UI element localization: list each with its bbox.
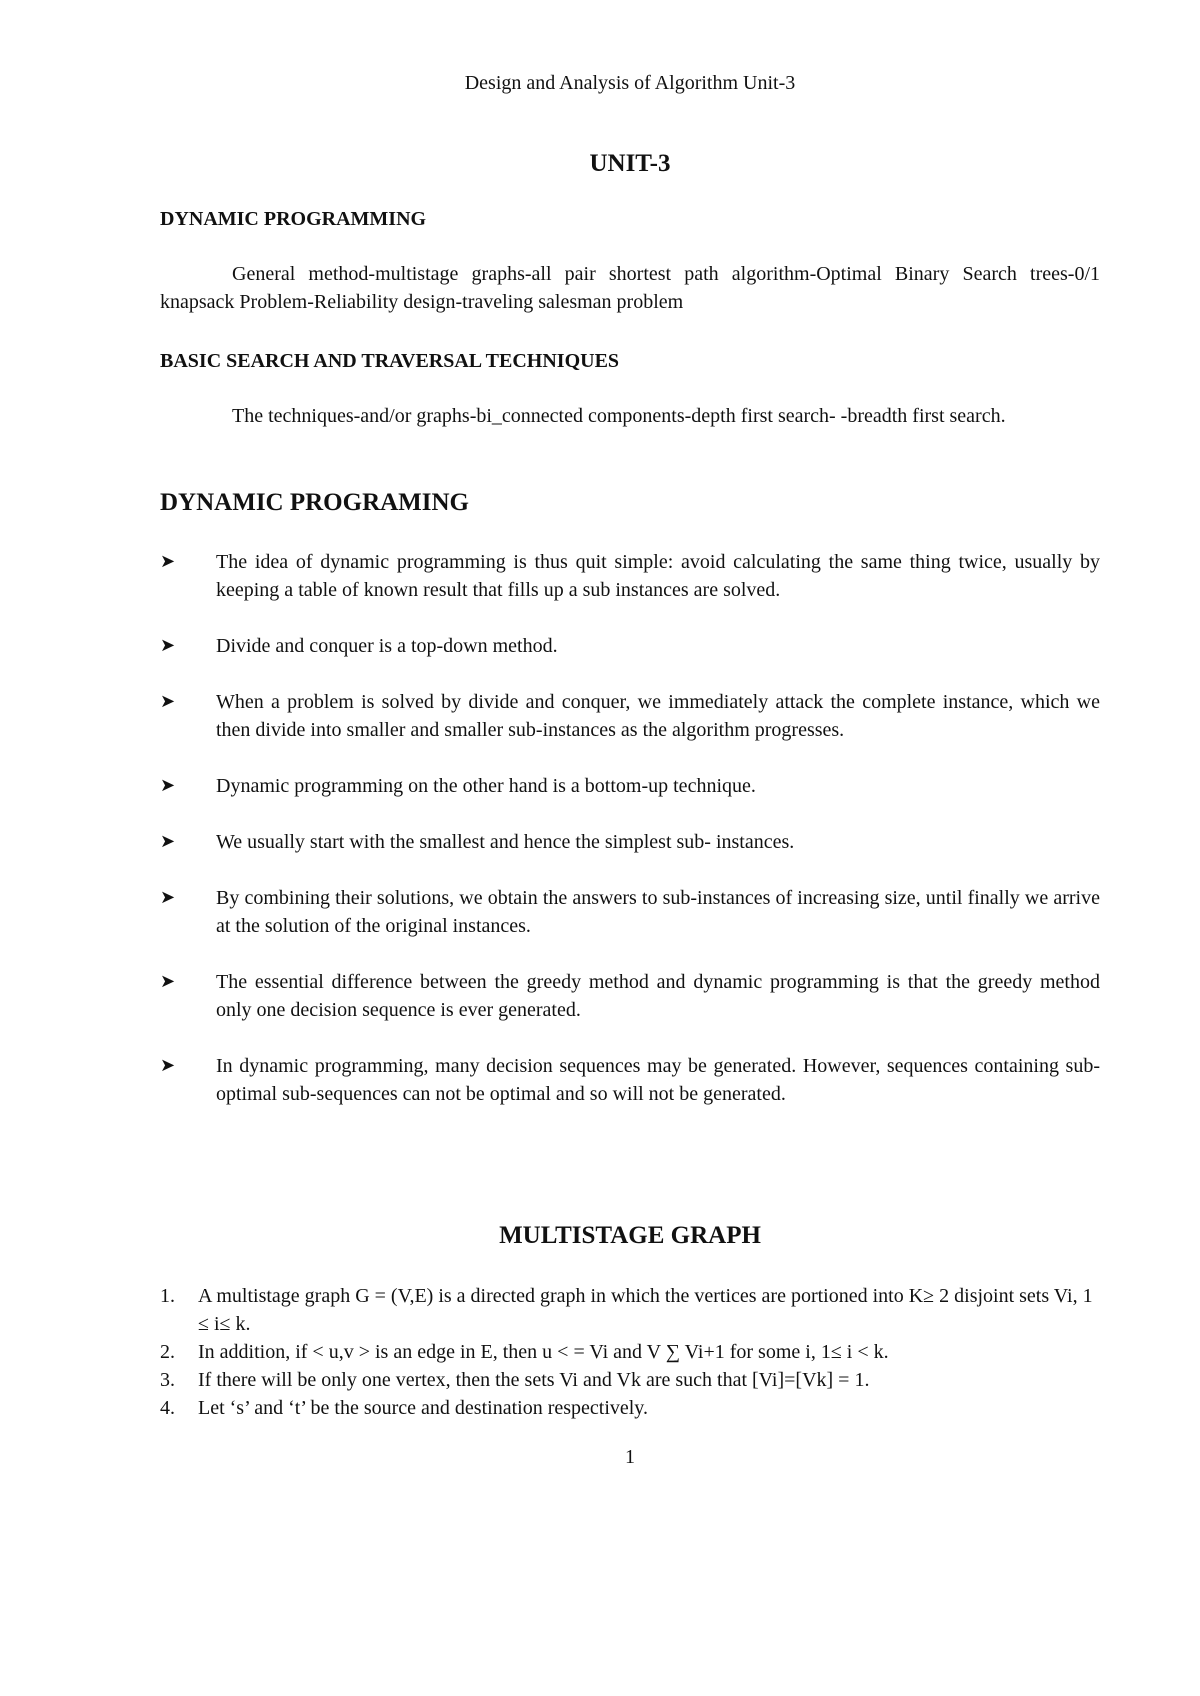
syllabus-text-search-traversal: The techniques-and/or graphs-bi_connected components-depth first search- -breadth first search. — [232, 405, 1006, 427]
arrow-bullet-icon: ➤ — [160, 635, 176, 656]
dp-section-heading: DYNAMIC PROGRAMING — [160, 489, 469, 516]
list-item — [160, 828, 1100, 856]
multistage-numbered-list — [160, 1282, 1100, 1422]
list-item — [160, 548, 1100, 604]
bullet-text: Divide and conquer is a top-down method. — [216, 635, 558, 657]
bullet-text: The essential difference between the greedy method and dynamic programming is that the greedy method only one decision sequence is ever generated. — [216, 971, 1100, 1021]
list-item — [160, 1282, 1100, 1338]
item-number: 2. — [160, 1341, 175, 1363]
item-text: In addition, if < u,v > is an edge in E, then u < = Vi and V ∑ Vi+1 for some i, 1≤ i < k. — [198, 1341, 889, 1363]
list-item — [160, 1394, 1100, 1422]
bullet-text: We usually start with the smallest and hence the simplest sub- instances. — [216, 831, 795, 853]
list-item — [160, 1366, 1100, 1394]
syllabus-heading-dynamic-programming: DYNAMIC PROGRAMMING — [160, 208, 427, 230]
running-header: Design and Analysis of Algorithm Unit-3 — [464, 72, 796, 94]
multistage-graph-heading: MULTISTAGE GRAPH — [499, 1222, 761, 1249]
item-number: 4. — [160, 1397, 175, 1419]
item-text: If there will be only one vertex, then the sets Vi and Vk are such that [Vi]=[Vk] = 1. — [198, 1369, 870, 1391]
list-item — [160, 968, 1100, 1024]
list-item — [160, 688, 1100, 744]
dp-bullet-list — [160, 548, 1100, 1136]
arrow-bullet-icon: ➤ — [160, 1055, 176, 1076]
item-text: A multistage graph G = (V,E) is a directed graph in which the vertices are portioned into K≥ 2 disjoint sets Vi, 1 ≤ i≤ k. — [198, 1285, 1093, 1335]
arrow-bullet-icon: ➤ — [160, 775, 176, 796]
syllabus-heading-search-traversal: BASIC SEARCH AND TRAVERSAL TECHNIQUES — [160, 350, 620, 372]
item-number: 3. — [160, 1369, 175, 1391]
bullet-text: When a problem is solved by divide and conquer, we immediately attack the complete instance, which we then divide into smaller and smaller sub-instances as the algorithm progresses. — [216, 691, 1100, 741]
item-text: Let ‘s’ and ‘t’ be the source and destination respectively. — [198, 1397, 649, 1419]
arrow-bullet-icon: ➤ — [160, 971, 176, 992]
list-item — [160, 632, 1100, 660]
arrow-bullet-icon: ➤ — [160, 551, 176, 572]
list-item — [160, 1338, 1100, 1366]
document-page — [160, 0, 1100, 1696]
list-item — [160, 1052, 1100, 1108]
bullet-text: Dynamic programming on the other hand is a bottom-up technique. — [216, 775, 756, 797]
arrow-bullet-icon: ➤ — [160, 887, 176, 908]
bullet-text: By combining their solutions, we obtain the answers to sub-instances of increasing size, until finally we arrive at the solution of the original instances. — [216, 887, 1100, 937]
arrow-bullet-icon: ➤ — [160, 831, 176, 852]
arrow-bullet-icon: ➤ — [160, 691, 176, 712]
list-item — [160, 772, 1100, 800]
bullet-text: In dynamic programming, many decision sequences may be generated. However, sequences containing sub-optimal sub-sequences can not be optimal and so will not be generated. — [216, 1055, 1100, 1105]
list-item — [160, 884, 1100, 940]
syllabus-text-dynamic-programming: General method-multistage graphs-all pair shortest path algorithm-Optimal Binary Search trees-0/1 knapsack Problem-Reliability design-traveling salesman problem — [160, 263, 1100, 313]
page-number: 1 — [625, 1446, 635, 1468]
bullet-text: The idea of dynamic programming is thus quit simple: avoid calculating the same thing twice, usually by keeping a table of known result that fills up a sub instances are solved. — [216, 551, 1100, 601]
unit-title: UNIT-3 — [589, 150, 671, 177]
item-number: 1. — [160, 1285, 175, 1307]
